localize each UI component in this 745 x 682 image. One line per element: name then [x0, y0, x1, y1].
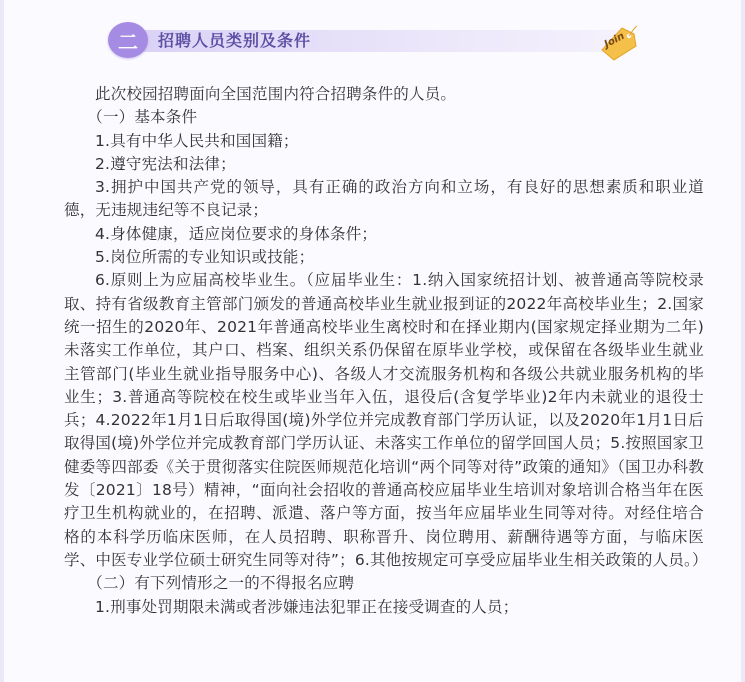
paragraph-heading-exclusions: （二）有下列情形之一的不得报名应聘 [87, 574, 355, 593]
paragraph-item: 1.具有中华人民共和国国籍； [95, 131, 299, 150]
paragraph-item: 2.遵守宪法和法律； [95, 154, 236, 173]
paragraph-intro: 此次校园招聘面向全国范围内符合招聘条件的人员。 [95, 85, 457, 103]
paragraph-item: 1.刑事处罚期限未满或者涉嫌违法犯罪正在接受调查的人员； [95, 597, 519, 616]
join-tag-icon [596, 24, 638, 62]
paragraph-item-graduates: 6.原则上为应届高校毕业生。（应届毕业生：1.纳入国家统招计划、被普通高等院校录取、持有省级教育主管部门颁发的普通高校毕业生就业报到证的2022年高校毕业生；2.国家统一招生的2020年、2021年普通高校毕业生离校时和在择业期内(国家规定择业期为二年)未落实工作单位，其户口、档案、组织关系仍保留在原毕业学校，或保留在各级毕业生就业主管部门(毕业生就业指导服务中心)、各级人才交流服务机构和各级公共就业服务机构的毕业生；3.普通高等院校在校生或毕业当年入伍，退役后(含复学毕业)2年内未就业的退役士兵；4.2022年1月1日后取得国(境)外学位并完成教育部门学历认证，以及2020年1月1日后取得国(境)外学位并完成教育部门学历认证、未落实工作单位的留学回国人员；5.按照国家卫健委等四部委《关于贯彻落实住院医师规范化培训“两个同等对待”政策的通知》（国卫办科教发〔2021〕18号）精神，“面向社会招收的普通高校应届毕业生培训对象培训合格当年在医疗卫生机构就业的，在招聘、派遣、落户等方面，按当年应届毕业生同等对待。对经住培合格的本科学历临床医师，在人员招聘、职称晋升、岗位聘用、薪酬待遇等方面，与临床医学、中医专业学位硕士研究生同等对待”；6.其他按规定可享受应届毕业生相关政策的人员。） [64, 271, 708, 569]
join-tag-label: Join [602, 30, 627, 51]
section-header [108, 22, 648, 64]
paragraph-item: 3.拥护中国共产党的领导，具有正确的政治方向和立场，有良好的思想素质和职业道德，无违规违纪等不良记录； [64, 178, 704, 220]
paragraph-heading-basic: （一）基本条件 [87, 108, 198, 127]
right-frame-border [741, 0, 745, 682]
section-number-badge: 二 [108, 22, 148, 58]
paragraph-item: 4.身体健康，适应岗位要求的身体条件； [95, 224, 378, 243]
left-frame-border [0, 0, 4, 682]
section-title: 招聘人员类别及条件 [158, 31, 312, 50]
article-body [64, 83, 708, 619]
paragraph-item: 5.岗位所需的专业知识或技能； [95, 248, 315, 267]
